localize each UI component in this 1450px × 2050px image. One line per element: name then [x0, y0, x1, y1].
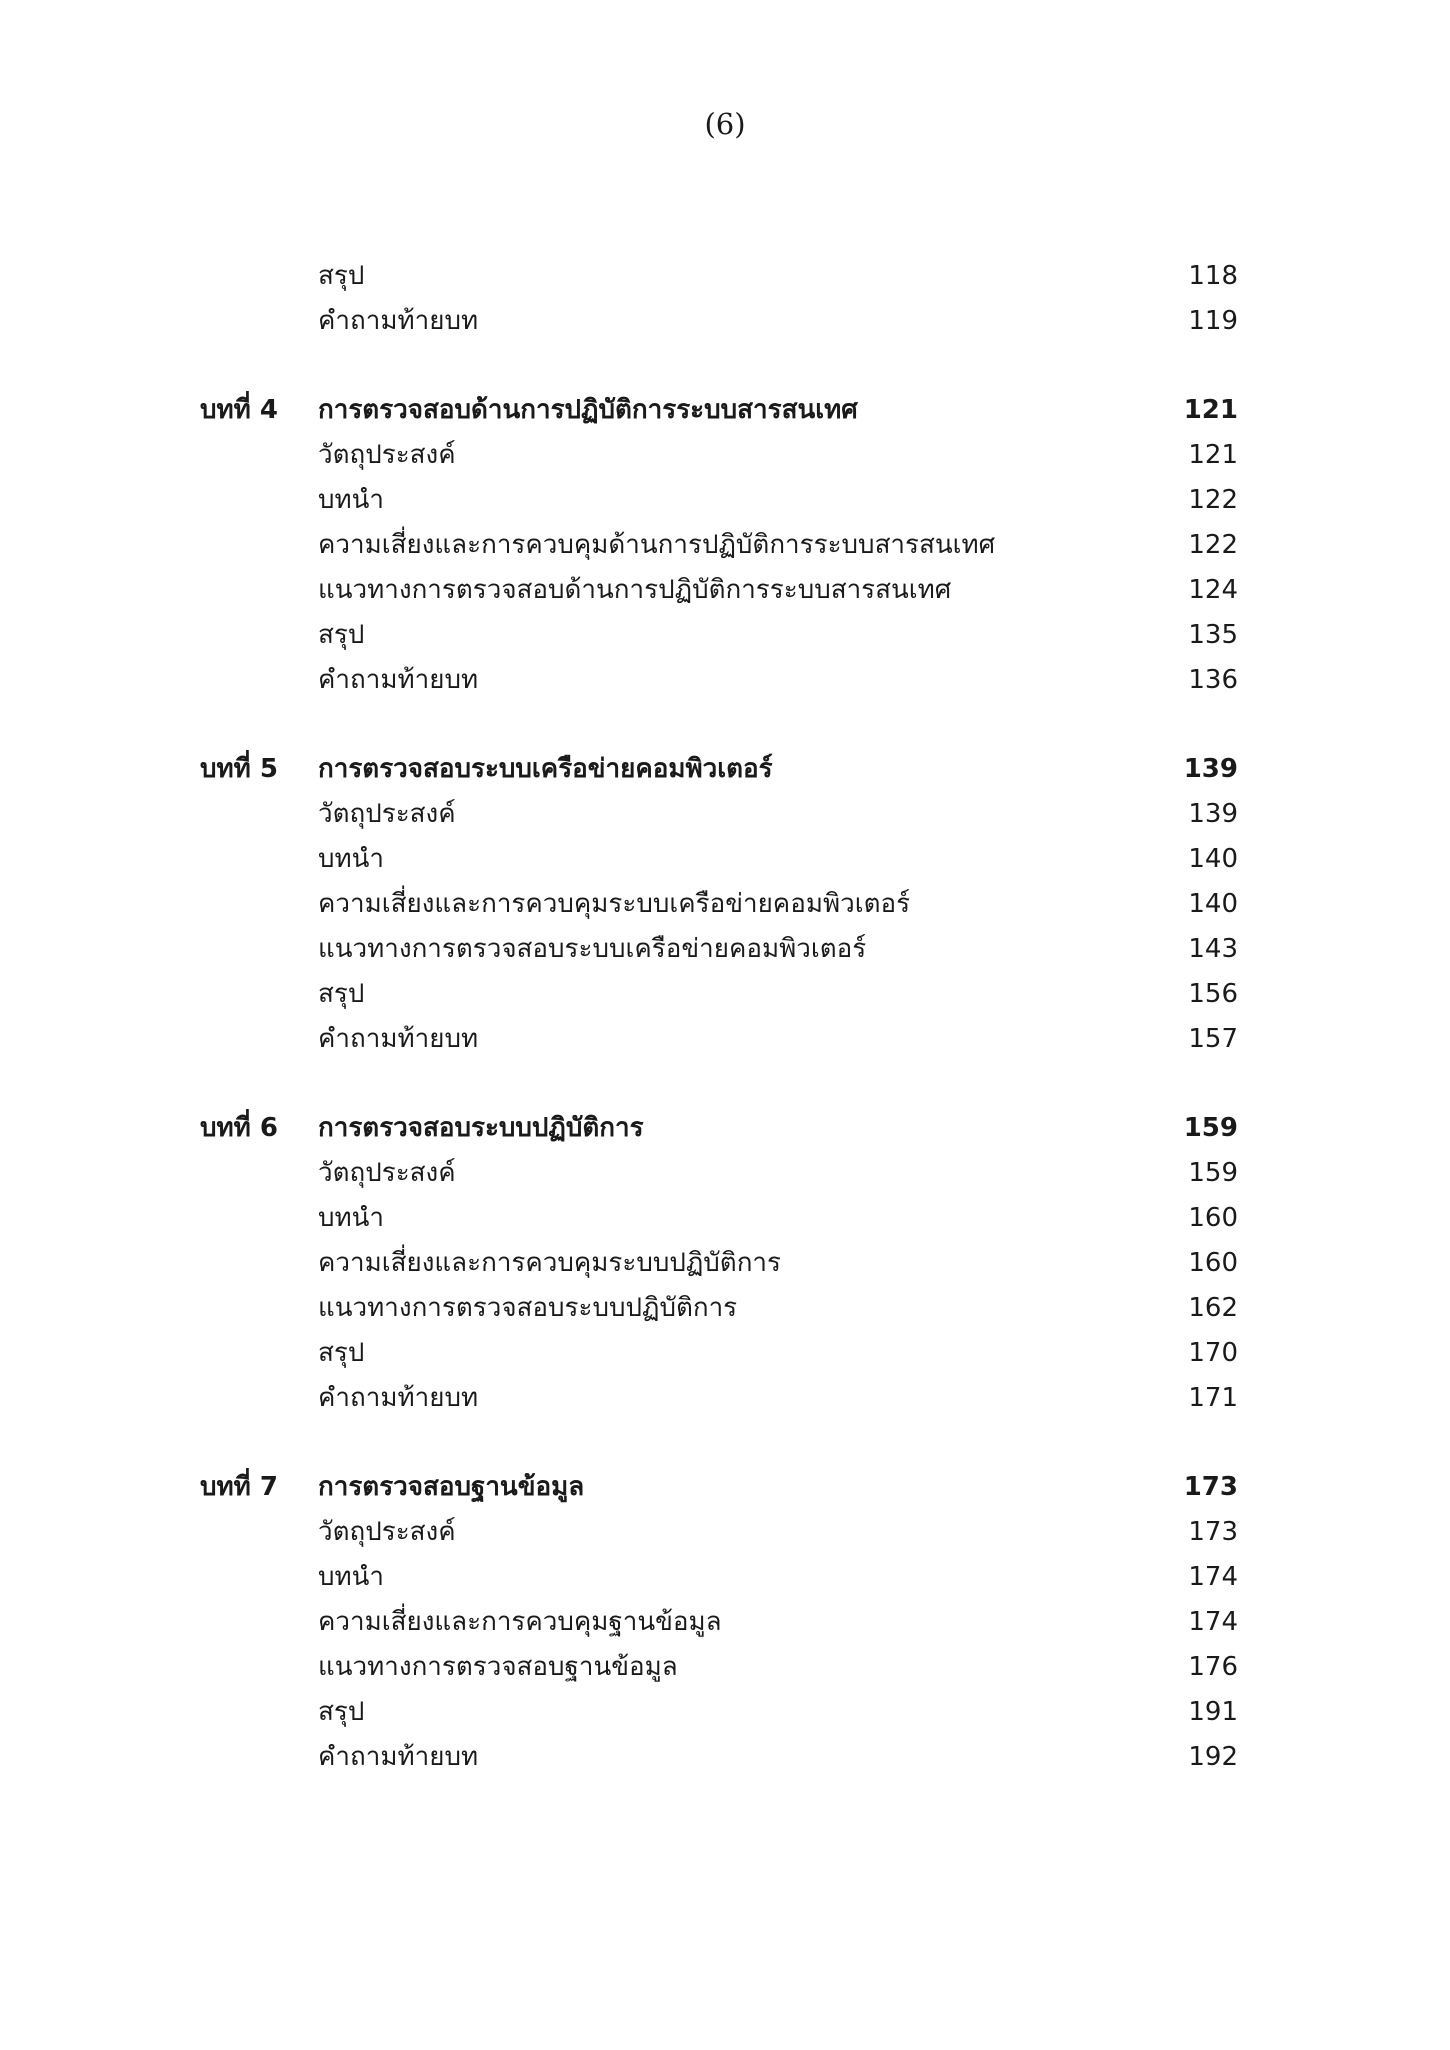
entry-title: บทนำ	[318, 1203, 385, 1233]
toc-entry-row	[0, 1645, 1450, 1690]
entry-page-number: 140	[1188, 844, 1238, 874]
table-of-contents	[0, 254, 1450, 1824]
chapter-page-number: 173	[1183, 1472, 1238, 1502]
entry-title: คำถามท้ายบท	[318, 306, 479, 336]
entry-page-number: 140	[1188, 889, 1238, 919]
entry-title: สรุป	[318, 1697, 365, 1727]
entry-page-number: 160	[1188, 1248, 1238, 1278]
entry-title: วัตถุประสงค์	[318, 1158, 456, 1188]
page-number: (6)	[704, 107, 746, 141]
entry-title: บทนำ	[318, 485, 385, 515]
entry-page-number: 118	[1188, 261, 1238, 291]
entry-page-number: 122	[1188, 485, 1238, 515]
entry-page-number: 171	[1188, 1383, 1238, 1413]
chapter-number: บทที่ 4	[200, 395, 278, 425]
toc-chapter-row	[0, 388, 1450, 433]
chapter-number: บทที่ 6	[200, 1113, 278, 1143]
entry-page-number: 170	[1188, 1338, 1238, 1368]
toc-entry-row	[0, 1241, 1450, 1286]
entry-page-number: 176	[1188, 1652, 1238, 1682]
entry-page-number: 136	[1188, 665, 1238, 695]
toc-chapter-row	[0, 1465, 1450, 1510]
entry-title: แนวทางการตรวจสอบระบบเครือข่ายคอมพิวเตอร์	[318, 934, 867, 964]
entry-page-number: 156	[1188, 979, 1238, 1009]
toc-section	[0, 747, 1450, 1062]
entry-title: บทนำ	[318, 1562, 385, 1592]
toc-entry-row	[0, 1151, 1450, 1196]
entry-title: ความเสี่ยงและการควบคุมด้านการปฏิบัติการระบบสารสนเทศ	[318, 530, 996, 560]
entry-page-number: 191	[1188, 1697, 1238, 1727]
entry-page-number: 124	[1188, 575, 1238, 605]
toc-entry-row	[0, 1690, 1450, 1735]
entry-title: วัตถุประสงค์	[318, 799, 456, 829]
toc-entry-row	[0, 1196, 1450, 1241]
toc-entry-row	[0, 299, 1450, 344]
toc-entry-row	[0, 613, 1450, 658]
toc-entry-row	[0, 792, 1450, 837]
entry-title: คำถามท้ายบท	[318, 1383, 479, 1413]
toc-entry-row	[0, 1331, 1450, 1376]
entry-page-number: 157	[1188, 1024, 1238, 1054]
entry-page-number: 135	[1188, 620, 1238, 650]
entry-page-number: 159	[1188, 1158, 1238, 1188]
chapter-number: บทที่ 7	[200, 1472, 278, 1502]
entry-page-number: 139	[1188, 799, 1238, 829]
toc-entry-row	[0, 882, 1450, 927]
entry-title: คำถามท้ายบท	[318, 1024, 479, 1054]
toc-entry-row	[0, 433, 1450, 478]
toc-section	[0, 1106, 1450, 1421]
toc-entry-row	[0, 1376, 1450, 1421]
entry-page-number: 143	[1188, 934, 1238, 964]
toc-entry-row	[0, 972, 1450, 1017]
toc-entry-row	[0, 523, 1450, 568]
entry-title: ความเสี่ยงและการควบคุมระบบเครือข่ายคอมพิวเตอร์	[318, 889, 911, 919]
entry-title: คำถามท้ายบท	[318, 665, 479, 695]
toc-entry-row	[0, 658, 1450, 703]
entry-title: สรุป	[318, 620, 365, 650]
entry-page-number: 173	[1188, 1517, 1238, 1547]
entry-page-number: 174	[1188, 1562, 1238, 1592]
toc-entry-row	[0, 1510, 1450, 1555]
toc-entry-row	[0, 568, 1450, 613]
entry-title: บทนำ	[318, 844, 385, 874]
toc-entry-row	[0, 478, 1450, 523]
chapter-page-number: 159	[1183, 1113, 1238, 1143]
entry-page-number: 119	[1188, 306, 1238, 336]
chapter-page-number: 121	[1183, 395, 1238, 425]
entry-title: ความเสี่ยงและการควบคุมฐานข้อมูล	[318, 1607, 722, 1637]
chapter-title: การตรวจสอบระบบเครือข่ายคอมพิวเตอร์	[318, 754, 773, 784]
toc-entry-row	[0, 1735, 1450, 1780]
chapter-title: การตรวจสอบฐานข้อมูล	[318, 1472, 585, 1502]
toc-section	[0, 388, 1450, 703]
entry-page-number: 162	[1188, 1293, 1238, 1323]
toc-entry-row	[0, 1017, 1450, 1062]
chapter-title: การตรวจสอบด้านการปฏิบัติการระบบสารสนเทศ	[318, 395, 858, 425]
entry-page-number: 174	[1188, 1607, 1238, 1637]
entry-title: แนวทางการตรวจสอบระบบปฏิบัติการ	[318, 1293, 738, 1323]
toc-section	[0, 254, 1450, 344]
entry-title: วัตถุประสงค์	[318, 1517, 456, 1547]
entry-page-number: 192	[1188, 1742, 1238, 1772]
toc-entry-row	[0, 1600, 1450, 1645]
chapter-title: การตรวจสอบระบบปฏิบัติการ	[318, 1113, 644, 1143]
toc-entry-row	[0, 254, 1450, 299]
entry-page-number: 121	[1188, 440, 1238, 470]
toc-entry-row	[0, 927, 1450, 972]
entry-title: คำถามท้ายบท	[318, 1742, 479, 1772]
entry-title: สรุป	[318, 261, 365, 291]
entry-page-number: 160	[1188, 1203, 1238, 1233]
toc-chapter-row	[0, 1106, 1450, 1151]
toc-entry-row	[0, 1555, 1450, 1600]
entry-title: แนวทางการตรวจสอบด้านการปฏิบัติการระบบสารสนเทศ	[318, 575, 952, 605]
toc-entry-row	[0, 837, 1450, 882]
chapter-page-number: 139	[1183, 754, 1238, 784]
toc-section	[0, 1465, 1450, 1780]
entry-title: สรุป	[318, 1338, 365, 1368]
chapter-number: บทที่ 5	[200, 754, 278, 784]
toc-chapter-row	[0, 747, 1450, 792]
toc-entry-row	[0, 1286, 1450, 1331]
entry-title: วัตถุประสงค์	[318, 440, 456, 470]
entry-title: สรุป	[318, 979, 365, 1009]
entry-title: ความเสี่ยงและการควบคุมระบบปฏิบัติการ	[318, 1248, 781, 1278]
entry-page-number: 122	[1188, 530, 1238, 560]
entry-title: แนวทางการตรวจสอบฐานข้อมูล	[318, 1652, 678, 1682]
